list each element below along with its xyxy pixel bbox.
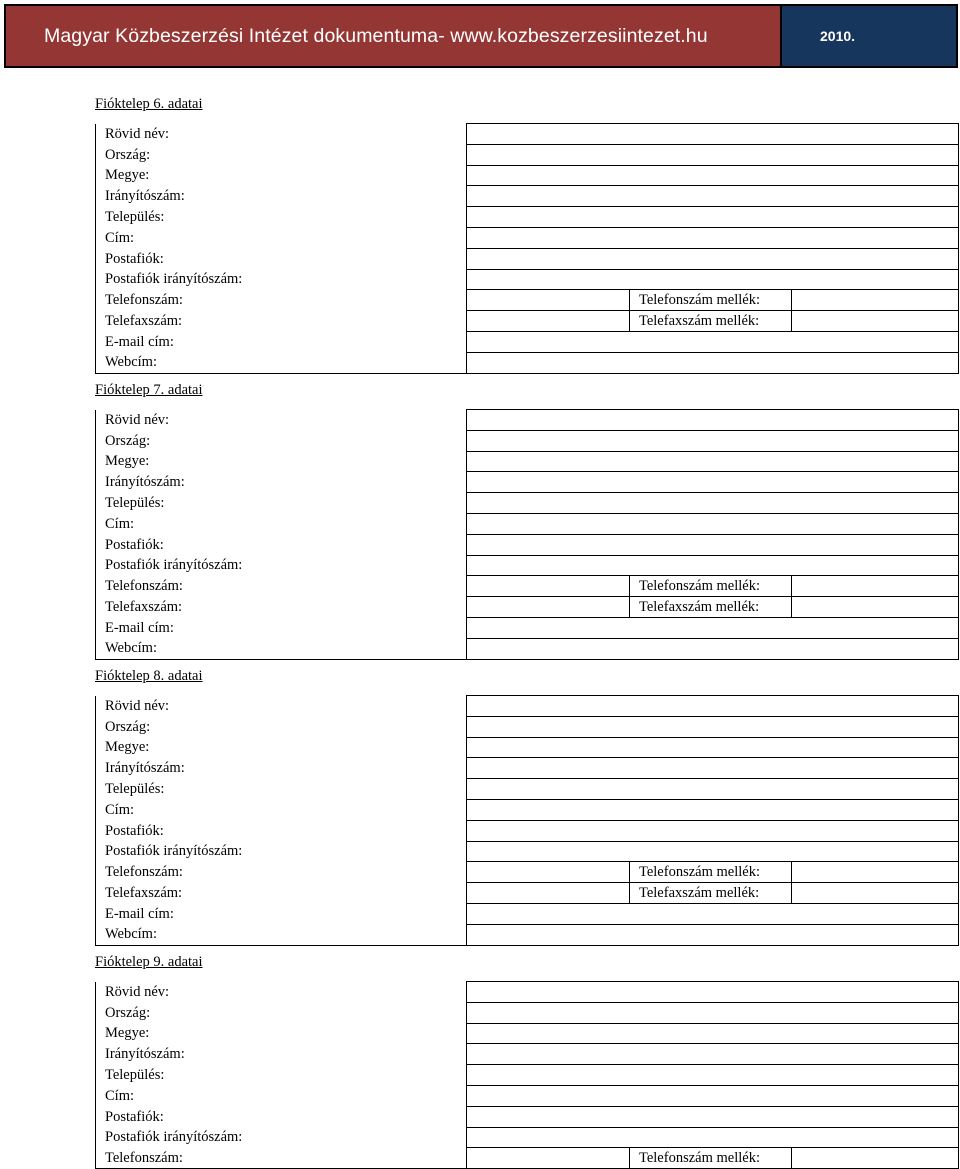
field-value-input[interactable]	[467, 617, 959, 638]
field-label: Postafiók:	[96, 534, 467, 555]
form-row	[96, 758, 959, 779]
header-year: 2010.	[820, 28, 856, 44]
form-row	[96, 638, 959, 659]
form-row	[96, 982, 959, 1003]
fax-extension-input[interactable]	[792, 597, 959, 618]
field-label: Település:	[96, 493, 467, 514]
field-label: Cím:	[96, 799, 467, 820]
field-value-input[interactable]	[467, 1002, 959, 1023]
field-label: Település:	[96, 207, 467, 228]
field-value-input[interactable]	[467, 227, 959, 248]
form-row	[96, 555, 959, 576]
form-row	[96, 820, 959, 841]
header-year-panel	[782, 6, 956, 66]
branch-form-table	[95, 123, 959, 374]
field-label: Telefonszám:	[96, 576, 467, 597]
form-row	[96, 1148, 959, 1169]
section-title: Fióktelep 9. adatai	[95, 954, 203, 970]
form-row	[96, 1044, 959, 1065]
field-label: Telefonszám:	[96, 862, 467, 883]
field-label: Irányítószám:	[96, 758, 467, 779]
field-value-input[interactable]	[467, 472, 959, 493]
field-label: Ország:	[96, 144, 467, 165]
form-row	[96, 248, 959, 269]
field-label: Webcím:	[96, 638, 467, 659]
form-row	[96, 227, 959, 248]
field-label: Postafiók irányítószám:	[96, 1127, 467, 1148]
field-value-input[interactable]	[467, 1106, 959, 1127]
field-value-input[interactable]	[467, 207, 959, 228]
form-row	[96, 144, 959, 165]
branch-form-table	[95, 981, 959, 1169]
field-label: Telefaxszám:	[96, 311, 467, 332]
form-row	[96, 576, 959, 597]
field-value-input[interactable]	[467, 1127, 959, 1148]
form-row	[96, 534, 959, 555]
form-row	[96, 165, 959, 186]
field-label: Postafiók irányítószám:	[96, 269, 467, 290]
field-value-input[interactable]	[467, 1044, 959, 1065]
header-banner	[4, 4, 958, 68]
branch-form-table	[95, 695, 959, 946]
form-row	[96, 124, 959, 145]
form-row	[96, 617, 959, 638]
fax-extension-label: Telefaxszám mellék:	[630, 311, 792, 332]
field-value-input[interactable]	[467, 597, 630, 618]
form-row	[96, 883, 959, 904]
field-label: Rövid név:	[96, 982, 467, 1003]
form-row	[96, 472, 959, 493]
field-value-input[interactable]	[467, 1085, 959, 1106]
form-row	[96, 290, 959, 311]
field-value-input[interactable]	[467, 534, 959, 555]
form-row	[96, 1127, 959, 1148]
form-row	[96, 207, 959, 228]
field-value-input[interactable]	[467, 352, 959, 373]
field-label: E-mail cím:	[96, 331, 467, 352]
field-value-input[interactable]	[467, 799, 959, 820]
field-value-input[interactable]	[467, 982, 959, 1003]
field-value-input[interactable]	[467, 883, 630, 904]
field-label: Megye:	[96, 165, 467, 186]
field-value-input[interactable]	[467, 493, 959, 514]
form-row	[96, 1085, 959, 1106]
phone-extension-label: Telefonszám mellék:	[630, 1148, 792, 1169]
field-value-input[interactable]	[467, 737, 959, 758]
field-value-input[interactable]	[467, 430, 959, 451]
section-title: Fióktelep 8. adatai	[95, 668, 203, 684]
field-label: Rövid név:	[96, 410, 467, 431]
field-label: Webcím:	[96, 924, 467, 945]
field-value-input[interactable]	[467, 124, 959, 145]
field-label: E-mail cím:	[96, 903, 467, 924]
form-row	[96, 924, 959, 945]
fax-extension-input[interactable]	[792, 883, 959, 904]
form-row	[96, 513, 959, 534]
field-label: Megye:	[96, 451, 467, 472]
field-label: Postafiók irányítószám:	[96, 841, 467, 862]
field-value-input[interactable]	[467, 331, 959, 352]
field-value-input[interactable]	[467, 576, 630, 597]
field-label: Rövid név:	[96, 696, 467, 717]
form-row	[96, 1023, 959, 1044]
fax-extension-label: Telefaxszám mellék:	[630, 597, 792, 618]
field-value-input[interactable]	[467, 186, 959, 207]
phone-extension-label: Telefonszám mellék:	[630, 862, 792, 883]
header-title-panel	[6, 6, 780, 66]
field-label: Megye:	[96, 1023, 467, 1044]
field-label: Ország:	[96, 430, 467, 451]
field-value-input[interactable]	[467, 638, 959, 659]
field-value-input[interactable]	[467, 696, 959, 717]
field-label: Telefaxszám:	[96, 597, 467, 618]
field-label: Postafiók:	[96, 1106, 467, 1127]
field-value-input[interactable]	[467, 410, 959, 431]
phone-extension-label: Telefonszám mellék:	[630, 290, 792, 311]
header-title: Magyar Közbeszerzési Intézet dokumentuma- www.kozbeszerzesiintezet.hu	[44, 24, 708, 47]
field-label: Postafiók:	[96, 820, 467, 841]
field-value-input[interactable]	[467, 924, 959, 945]
field-label: Postafiók:	[96, 248, 467, 269]
form-row	[96, 862, 959, 883]
field-label: Cím:	[96, 227, 467, 248]
section-title: Fióktelep 7. adatai	[95, 382, 203, 398]
field-value-input[interactable]	[467, 716, 959, 737]
field-value-input[interactable]	[467, 144, 959, 165]
field-value-input[interactable]	[467, 311, 630, 332]
field-label: Telefaxszám:	[96, 883, 467, 904]
field-label: Ország:	[96, 1002, 467, 1023]
section-title: Fióktelep 6. adatai	[95, 96, 203, 112]
form-row	[96, 1065, 959, 1086]
field-label: Település:	[96, 1065, 467, 1086]
field-value-input[interactable]	[467, 820, 959, 841]
field-value-input[interactable]	[467, 779, 959, 800]
field-value-input[interactable]	[467, 862, 630, 883]
field-value-input[interactable]	[467, 451, 959, 472]
form-row	[96, 779, 959, 800]
phone-extension-input[interactable]	[792, 576, 959, 597]
form-row	[96, 597, 959, 618]
form-row	[96, 311, 959, 332]
phone-extension-input[interactable]	[792, 862, 959, 883]
field-label: Település:	[96, 779, 467, 800]
field-label: Irányítószám:	[96, 472, 467, 493]
form-row	[96, 186, 959, 207]
field-value-input[interactable]	[467, 1065, 959, 1086]
phone-extension-input[interactable]	[792, 1148, 959, 1169]
field-label: Irányítószám:	[96, 186, 467, 207]
phone-extension-input[interactable]	[792, 290, 959, 311]
field-label: Ország:	[96, 716, 467, 737]
field-value-input[interactable]	[467, 290, 630, 311]
form-row	[96, 451, 959, 472]
form-row	[96, 430, 959, 451]
form-row	[96, 269, 959, 290]
form-row	[96, 841, 959, 862]
phone-extension-label: Telefonszám mellék:	[630, 576, 792, 597]
field-value-input[interactable]	[467, 1023, 959, 1044]
form-row	[96, 696, 959, 717]
form-row	[96, 737, 959, 758]
branch-form-table	[95, 409, 959, 660]
field-value-input[interactable]	[467, 269, 959, 290]
fax-extension-label: Telefaxszám mellék:	[630, 883, 792, 904]
field-label: Telefonszám:	[96, 290, 467, 311]
field-label: Cím:	[96, 513, 467, 534]
field-value-input[interactable]	[467, 165, 959, 186]
form-row	[96, 331, 959, 352]
field-label: Postafiók irányítószám:	[96, 555, 467, 576]
field-value-input[interactable]	[467, 248, 959, 269]
form-row	[96, 799, 959, 820]
form-row	[96, 903, 959, 924]
form-row	[96, 1106, 959, 1127]
field-value-input[interactable]	[467, 1148, 630, 1169]
field-label: E-mail cím:	[96, 617, 467, 638]
form-row	[96, 716, 959, 737]
field-label: Telefonszám:	[96, 1148, 467, 1169]
form-row	[96, 1002, 959, 1023]
form-row	[96, 410, 959, 431]
field-label: Irányítószám:	[96, 1044, 467, 1065]
form-row	[96, 493, 959, 514]
field-label: Webcím:	[96, 352, 467, 373]
field-value-input[interactable]	[467, 903, 959, 924]
field-value-input[interactable]	[467, 841, 959, 862]
field-label: Cím:	[96, 1085, 467, 1106]
fax-extension-input[interactable]	[792, 311, 959, 332]
field-value-input[interactable]	[467, 513, 959, 534]
form-row	[96, 352, 959, 373]
field-label: Rövid név:	[96, 124, 467, 145]
field-value-input[interactable]	[467, 555, 959, 576]
field-label: Megye:	[96, 737, 467, 758]
field-value-input[interactable]	[467, 758, 959, 779]
